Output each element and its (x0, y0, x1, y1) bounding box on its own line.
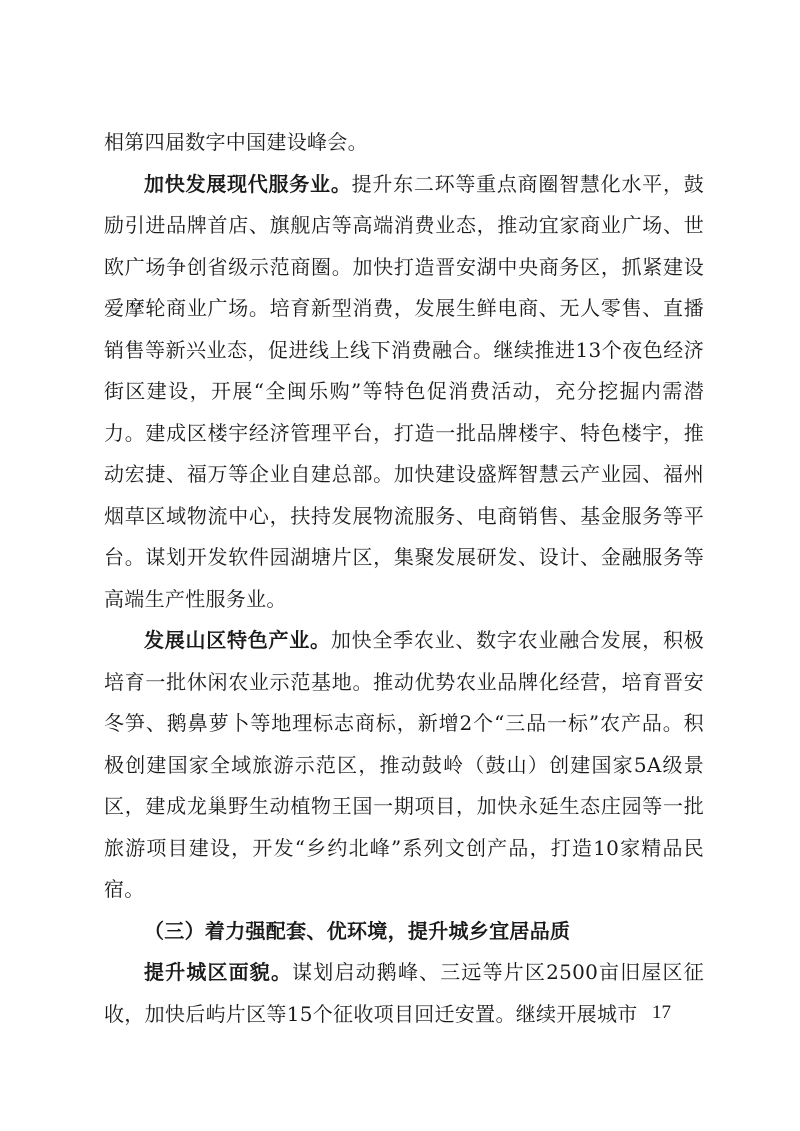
paragraph-text: 加快全季农业、数字农业融合发展，积极培育一批休闲农业示范基地。推动优势农业品牌化经营，培育晋安冬笋、鹅鼻萝卜等地理标志商标，新增2个“三品一标”农产品。积极创建国家全域旅游示范区，推动鼓岭（鼓山）创建国家5A级景区，建成龙巢野生动植物王国一期项目，加快永延生态庄园等一批旅游项目建设，开发“乡约北峰”系列文创产品，打造10家精品民宿。 (104, 628, 705, 901)
paragraph-continuation (104, 122, 704, 164)
paragraph-lead: 发展山区特色产业。 (144, 628, 331, 652)
paragraph-lead: 提升城区面貌。 (144, 960, 293, 984)
paragraph-text: 谋划启动鹅峰、三远等片区2500亩旧屋区征收，加快后屿片区等15个征收项目回迁安置。继续开展城市 (104, 960, 704, 1026)
paragraph-lead: 加快发展现代服务业。 (144, 171, 352, 196)
paragraph-text: 提升东二环等重点商圈智慧化水平，鼓励引进品牌首店、旗舰店等高端消费业态，推动宜家商业广场、世欧广场争创省级示范商圈。加快打造晋安湖中央商务区，抓紧建设爱摩轮商业广场。培育新型消费，发展生鲜电商、无人零售、直播销售等新兴业态，促进线上线下消费融合。继续推进13个夜色经济街区建设，开展“全闽乐购”等特色促消费活动，充分挖掘内需潜力。建成区楼宇经济管理平台，打造一批品牌楼宇、特色楼宇，推动宏捷、福万等企业自建总部。加快建设盛辉智慧云产业园、福州烟草区域物流中心，扶持发展物流服务、电商销售、基金服务等平台。谋划开发软件园湖塘片区，集聚发展研发、设计、金融服务等高端生产性服务业。 (104, 171, 704, 611)
paragraph-mountain-industry (104, 620, 704, 911)
document-body (104, 122, 704, 1035)
paragraph-urban-appearance (104, 952, 704, 1035)
paragraph-text: 相第四届数字中国建设峰会。 (104, 130, 368, 154)
page-number: 17 (652, 1002, 671, 1023)
paragraph-modern-services (104, 164, 704, 621)
section-heading: （三）着力强配套、优环境，提升城乡宜居品质 (144, 918, 571, 943)
